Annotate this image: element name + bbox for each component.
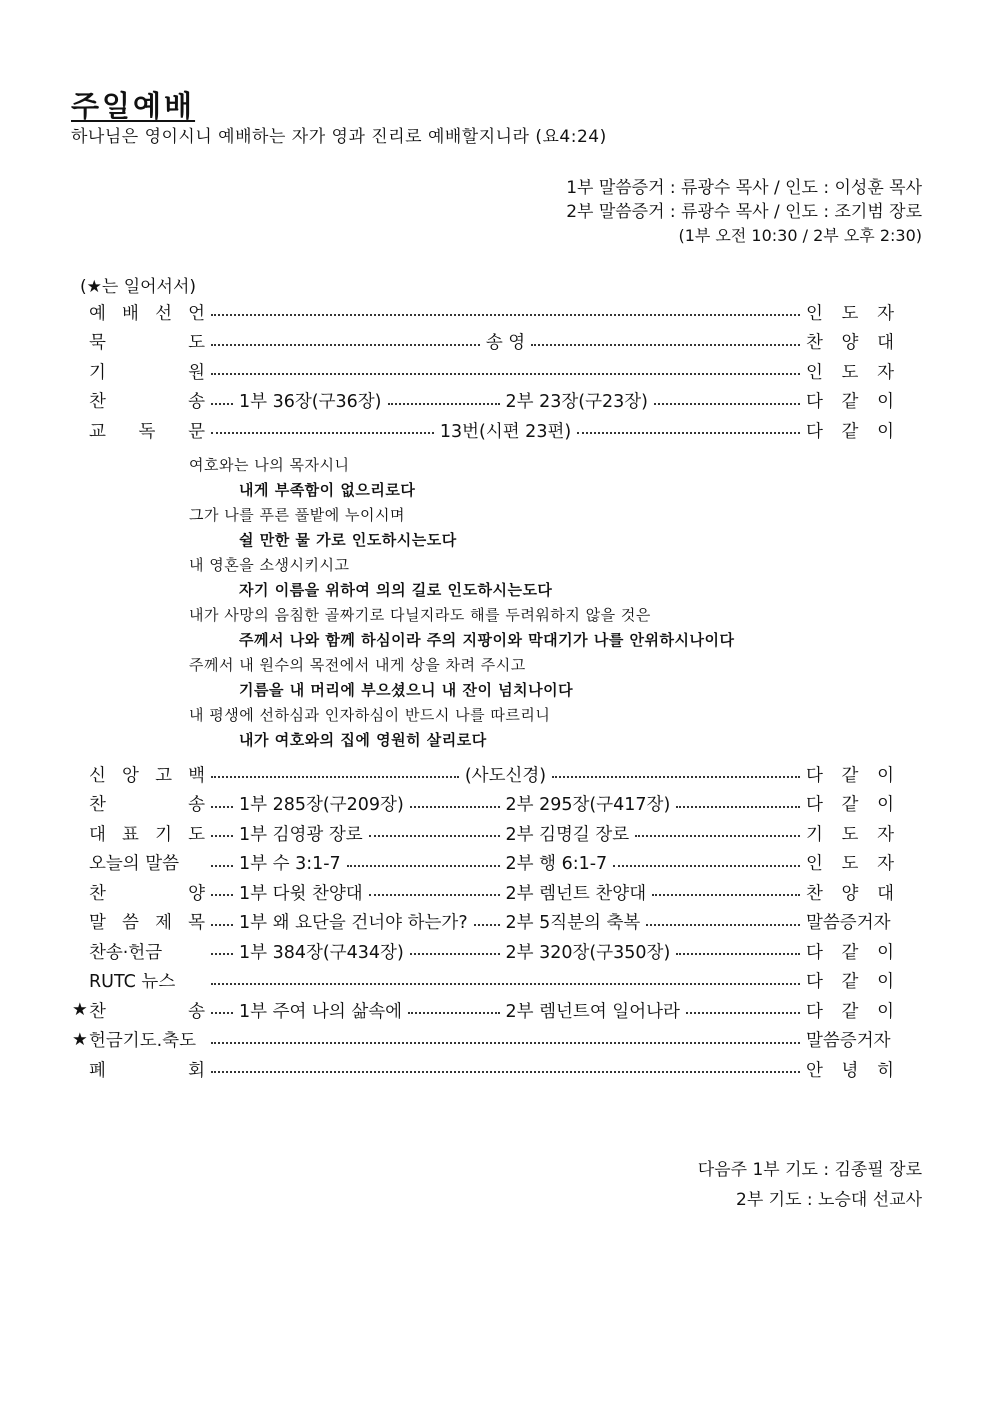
leader-dots — [410, 953, 500, 955]
program-leader: 찬 양 대 — [806, 883, 894, 904]
program-label: 예 배 선 언 — [89, 303, 205, 324]
program-row — [72, 761, 894, 787]
leader-dots — [552, 776, 800, 778]
reading-congregation-line: 쉴 만한 물 가로 인도하시는도다 — [239, 531, 457, 549]
program-label: 찬 송 — [89, 795, 205, 815]
program-label — [89, 850, 205, 875]
reading-leader-line: 주께서 내 원수의 목전에서 내게 상을 차려 주시고 — [189, 656, 526, 674]
leader-dots — [211, 432, 434, 434]
leader-dots — [577, 432, 800, 434]
program-label-text: 찬송·헌금 — [89, 942, 163, 963]
leader-dots — [388, 403, 500, 405]
program-row — [72, 1056, 894, 1082]
part-1 — [205, 998, 506, 1023]
part-1 — [205, 791, 506, 816]
leader-dots — [211, 776, 459, 778]
program-leader: 찬 양 대 — [806, 333, 894, 353]
program-label — [89, 968, 205, 993]
program-label-text: 오늘의 말씀 — [89, 854, 180, 874]
program-label: 묵 도 — [89, 333, 205, 353]
leader-dots — [211, 894, 233, 896]
program-label: 말 씀 제 목 — [89, 913, 205, 933]
part-1-text: 1부 384장(구434장) — [239, 942, 404, 963]
part-2 — [506, 998, 807, 1023]
program-detail — [205, 791, 806, 816]
part-1-text: 1부 주여 나의 삶속에 — [239, 1001, 403, 1022]
mid-text: (사도신경) — [464, 765, 547, 786]
program-detail — [205, 388, 806, 413]
program-leader: 다 같 이 — [806, 421, 894, 442]
part-2 — [506, 939, 807, 964]
preacher-line-1: 1부 말씀증거 : 류광수 목사 / 인도 : 이성훈 목사 — [566, 178, 922, 198]
program-detail — [205, 367, 806, 375]
part-1 — [205, 850, 506, 875]
standing-marker: ★ — [72, 1000, 88, 1020]
program-detail — [205, 329, 806, 354]
part-2-text: 2부 23장(구23장) — [505, 392, 649, 412]
reading-leader-line: 내가 사망의 음침한 골짜기로 다닐지라도 해를 두려워하지 않을 것은 — [189, 606, 651, 624]
program-leader: 다 같 이 — [806, 795, 894, 815]
part-1-text: 1부 다윗 찬양대 — [239, 883, 363, 904]
program-label — [89, 1027, 205, 1052]
program-detail — [205, 880, 806, 905]
program-label: 찬 송 — [89, 392, 205, 412]
leader-dots — [474, 924, 500, 926]
leader-dots — [211, 403, 233, 405]
program-label: 찬 송 — [89, 1001, 205, 1022]
standing-marker: ★ — [72, 1029, 88, 1050]
reading-congregation-line: 내게 부족함이 없으리로다 — [239, 481, 416, 499]
reading-leader-line: 여호와는 나의 목자시니 — [189, 456, 350, 474]
leader-dots — [369, 835, 500, 837]
preacher-info — [566, 176, 922, 248]
standing-legend: (★는 일어서서) — [80, 277, 197, 297]
program-detail — [205, 1065, 806, 1073]
leader-dots — [211, 924, 233, 926]
part-2-text: 2부 렘넌트여 일어나라 — [505, 1001, 680, 1022]
program-label: 기 원 — [89, 362, 205, 383]
program-detail — [205, 977, 806, 985]
part-2-text: 2부 렘넌트 찬양대 — [505, 883, 647, 904]
program-leader: 안 녕 히 — [806, 1060, 894, 1081]
program-label: 찬 양 — [89, 883, 205, 904]
leader-dots — [646, 924, 800, 926]
program-detail — [205, 418, 806, 443]
page-title: 주일예배 — [71, 89, 196, 123]
leader-dots — [211, 835, 233, 837]
leader-dots — [211, 1012, 233, 1014]
program-leader — [806, 909, 894, 934]
reading-leader-line: 내 평생에 선하심과 인자하심이 반드시 나를 따르리니 — [189, 706, 551, 724]
leader-dots — [211, 865, 233, 867]
leader-dots — [211, 314, 800, 316]
program-leader: 다 같 이 — [806, 972, 894, 992]
program-leader — [806, 1027, 894, 1052]
program-leader: 인 도 자 — [806, 362, 894, 383]
leader-dots — [676, 953, 800, 955]
program-row — [72, 879, 894, 905]
part-1 — [205, 388, 506, 413]
part-2-text: 2부 320장(구350장) — [505, 942, 671, 963]
leader-dots — [211, 953, 233, 955]
program-row — [72, 299, 894, 325]
program-detail — [205, 1036, 806, 1044]
program-detail — [205, 308, 806, 316]
preacher-line-2: 2부 말씀증거 : 류광수 목사 / 인도 : 조기범 장로 — [566, 202, 922, 222]
reading-leader-line: 내 영혼을 소생시키시고 — [189, 556, 350, 574]
part-2-text: 2부 행 6:1-7 — [505, 854, 608, 874]
program-row — [72, 938, 894, 964]
leader-dots — [211, 1042, 800, 1044]
part-2 — [506, 791, 807, 816]
part-2 — [506, 821, 807, 846]
program-detail — [205, 762, 806, 787]
program-leader: 다 같 이 — [806, 392, 894, 412]
program-detail — [205, 998, 806, 1023]
leader-dots — [211, 344, 480, 346]
part-1 — [205, 939, 506, 964]
program-label: 대 표 기 도 — [89, 824, 205, 845]
reading-congregation-line: 자기 이름을 위하여 의의 길로 인도하시는도다 — [239, 581, 553, 599]
program-row — [72, 1027, 894, 1053]
part-1 — [205, 821, 506, 846]
part-2-text: 2부 김명길 장로 — [505, 824, 630, 845]
reading-leader-line: 그가 나를 푸른 풀밭에 누이시며 — [189, 506, 405, 524]
leader-dots — [686, 1012, 800, 1014]
leader-dots — [347, 865, 500, 867]
program-detail — [205, 821, 806, 846]
program-leader-text: 말씀증거자 — [806, 1031, 891, 1051]
program-row — [72, 791, 894, 817]
service-times: (1부 오전 10:30 / 2부 오후 2:30) — [678, 226, 922, 245]
program-row — [72, 820, 894, 846]
part-2 — [506, 388, 807, 413]
program-leader: 다 같 이 — [806, 942, 894, 963]
part-1-text: 1부 285장(구209장) — [239, 795, 404, 815]
leader-dots — [410, 806, 500, 808]
part-1-text: 1부 36장(구36장) — [239, 392, 382, 412]
leader-dots — [211, 806, 233, 808]
program-leader: 다 같 이 — [806, 1001, 894, 1022]
program-row — [72, 997, 894, 1023]
program-label-text: RUTC 뉴스 — [89, 972, 176, 992]
leader-dots — [211, 983, 800, 985]
leader-dots — [211, 373, 800, 375]
reading-congregation-line: 주께서 나와 함께 하심이라 주의 지팡이와 막대기가 나를 안위하시나이다 — [239, 631, 735, 649]
program-row — [72, 329, 894, 355]
program-row — [72, 388, 894, 414]
program-row — [72, 850, 894, 876]
program-leader-text: 말씀증거자 — [806, 913, 891, 933]
leader-dots — [654, 403, 800, 405]
program-leader: 인 도 자 — [806, 854, 894, 874]
program-leader: 인 도 자 — [806, 303, 894, 324]
leader-dots — [531, 344, 800, 346]
program-row — [72, 909, 894, 935]
program-leader: 다 같 이 — [806, 765, 894, 786]
part-1-text: 1부 수 3:1-7 — [239, 854, 341, 874]
reading-congregation-line: 기름을 내 머리에 부으셨으니 내 잔이 넘치나이다 — [239, 681, 574, 699]
leader-dots — [408, 1012, 499, 1014]
part-2-text: 2부 5직분의 축복 — [505, 913, 641, 933]
leader-dots — [676, 806, 800, 808]
leader-dots — [369, 894, 500, 896]
program-row — [72, 968, 894, 994]
program-label: 신 앙 고 백 — [89, 765, 205, 786]
program-label: 교 독 문 — [89, 421, 205, 442]
responsive-reading — [189, 453, 734, 753]
part-2 — [506, 909, 807, 934]
leader-dots — [635, 835, 800, 837]
reading-congregation-line: 내가 여호와의 집에 영원히 살리로다 — [239, 731, 487, 749]
program-detail — [205, 850, 806, 875]
program-row — [72, 417, 894, 443]
program-leader: 기 도 자 — [806, 824, 894, 845]
program-detail — [205, 909, 806, 934]
mid-text: 송 영 — [485, 333, 526, 353]
next-week-line-2: 2부 기도 : 노승대 선교사 — [736, 1190, 922, 1210]
part-2 — [506, 880, 807, 905]
leader-dots — [652, 894, 800, 896]
mid-text: 13번(시편 23편) — [439, 421, 572, 442]
next-week-prayer — [698, 1155, 922, 1215]
next-week-line-1: 다음주 1부 기도 : 김종필 장로 — [697, 1160, 922, 1180]
part-1-text: 1부 김영광 장로 — [239, 824, 363, 845]
program-detail — [205, 939, 806, 964]
program-label-text: 헌금기도.축도 — [89, 1031, 196, 1051]
part-1 — [205, 880, 506, 905]
scripture-verse: 하나님은 영이시니 예배하는 자가 영과 진리로 예배할지니라 (요4:24) — [71, 127, 607, 147]
part-2-text: 2부 295장(구417장) — [505, 795, 671, 815]
program-label — [89, 939, 205, 964]
part-1-text: 1부 왜 요단을 건너야 하는가? — [239, 913, 468, 933]
program-label: 폐 회 — [89, 1060, 205, 1081]
part-2 — [506, 850, 807, 875]
part-1 — [205, 909, 506, 934]
leader-dots — [211, 1071, 800, 1073]
leader-dots — [613, 865, 800, 867]
program-row — [72, 358, 894, 384]
